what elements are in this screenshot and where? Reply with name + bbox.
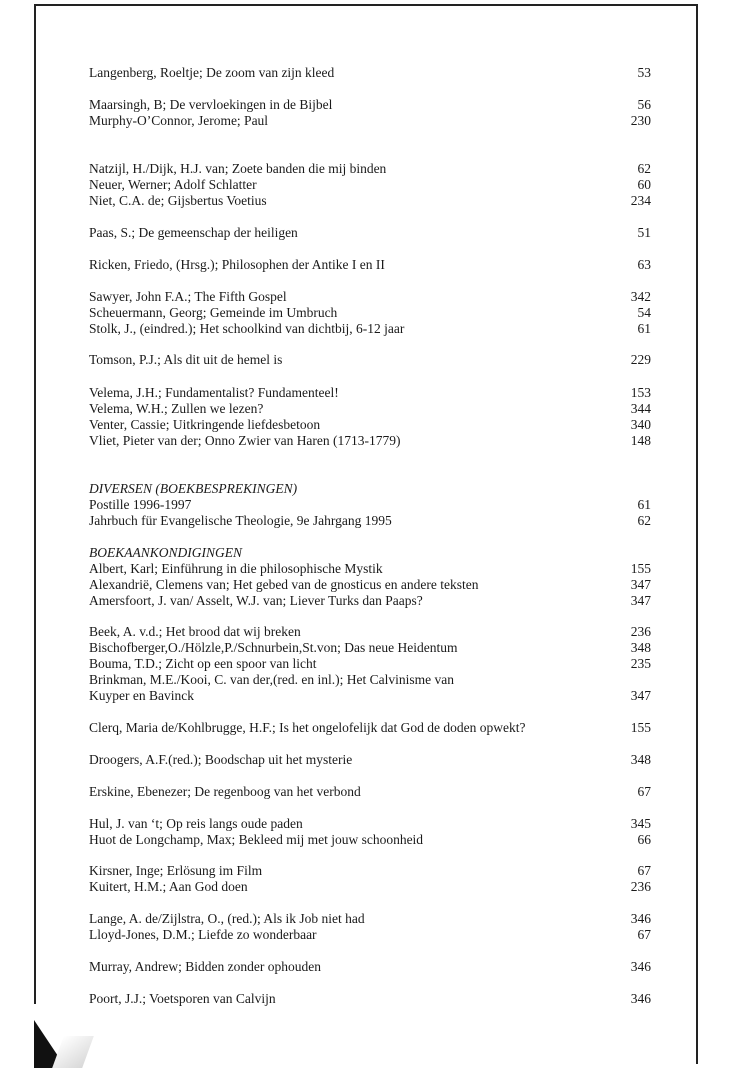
entry-title: Poort, J.J.; Voetsporen van Calvijn [89, 991, 276, 1006]
entry-page: 346 [630, 959, 651, 974]
index-entry [89, 656, 651, 672]
index-entry [89, 911, 651, 927]
index-entry [89, 305, 651, 321]
entry-title: Niet, C.A. de; Gijsbertus Voetius [89, 193, 267, 208]
index-entry [89, 225, 651, 241]
section-heading-text: BOEKAANKONDIGINGEN [89, 545, 242, 560]
entry-title: Velema, J.H.; Fundamentalist? Fundamenteel! [89, 385, 339, 400]
entry-page: 347 [630, 577, 651, 592]
index-entry [89, 863, 651, 879]
index-entry [89, 816, 651, 832]
entry-page: 62 [637, 161, 651, 176]
index-entry [89, 927, 651, 943]
entry-page: 153 [630, 385, 651, 400]
index-entry [89, 561, 651, 577]
entry-title: Murphy-O’Connor, Jerome; Paul [89, 113, 269, 128]
entry-title: Kuyper en Bavinck [89, 688, 194, 703]
entry-page: 234 [630, 193, 651, 208]
entry-page: 347 [630, 688, 651, 703]
index-entry [89, 832, 651, 848]
entry-page: 229 [630, 352, 651, 367]
index-entry [89, 672, 651, 688]
entry-page: 61 [637, 321, 651, 336]
entry-title: Paas, S.; De gemeenschap der heiligen [89, 225, 298, 240]
index-entry [89, 720, 651, 736]
entry-title: Amersfoort, J. van/ Asselt, W.J. van; Liever Turks dan Paaps? [89, 593, 423, 608]
index-entry [89, 688, 651, 704]
page-border-top [34, 4, 698, 6]
entry-page: 148 [630, 433, 651, 448]
entry-title: Alexandrië, Clemens van; Het gebed van de gnosticus en andere teksten [89, 577, 479, 592]
entry-title: Velema, W.H.; Zullen we lezen? [89, 401, 264, 416]
entry-title: Scheuermann, Georg; Gemeinde im Umbruch [89, 305, 338, 320]
index-entry [89, 321, 651, 337]
entry-title: Bischofberger,O./Hölzle,P./Schnurbein,St.von; Das neue Heidentum [89, 640, 458, 655]
entry-page: 236 [630, 624, 651, 639]
section-heading [89, 545, 651, 561]
entry-page: 54 [637, 305, 651, 320]
entry-title: Huot de Longchamp, Max; Bekleed mij met jouw schoonheid [89, 832, 424, 847]
entry-title: Venter, Cassie; Uitkringende liefdesbetoon [89, 417, 321, 432]
entry-page: 342 [630, 289, 651, 304]
entry-title: Ricken, Friedo, (Hrsg.); Philosophen der Antike I en II [89, 257, 385, 272]
entry-title: Postille 1996-1997 [89, 497, 192, 512]
entry-title: Murray, Andrew; Bidden zonder ophouden [89, 959, 321, 974]
entry-page: 155 [630, 561, 651, 576]
entry-page: 61 [637, 497, 651, 512]
entry-page: 340 [630, 417, 651, 432]
entry-page: 344 [630, 401, 651, 416]
entry-page: 62 [637, 513, 651, 528]
entry-title: Lloyd-Jones, D.M.; Liefde zo wonderbaar [89, 927, 317, 942]
entry-page: 53 [637, 65, 651, 80]
section-heading [89, 481, 651, 497]
entry-title: Hul, J. van ‘t; Op reis langs oude paden [89, 816, 303, 831]
index-entry [89, 352, 651, 368]
entry-title: Stolk, J., (eindred.); Het schoolkind van dichtbij, 6-12 jaar [89, 321, 405, 336]
entry-page: 348 [630, 640, 651, 655]
section-heading-text: DIVERSEN (BOEKBESPREKINGEN) [89, 481, 298, 496]
index-entry [89, 97, 651, 113]
index-entry [89, 65, 651, 81]
index-entry [89, 991, 651, 1007]
page-border-right [696, 4, 698, 1064]
index-entry [89, 257, 651, 273]
index-entry [89, 193, 651, 209]
entry-title: Neuer, Werner; Adolf Schlatter [89, 177, 257, 192]
entry-page: 63 [637, 257, 651, 272]
index-entry [89, 385, 651, 401]
entry-title: Jahrbuch für Evangelische Theologie, 9e Jahrgang 1995 [89, 513, 392, 528]
index-entry [89, 417, 651, 433]
entry-page: 60 [637, 177, 651, 192]
entry-page: 66 [637, 832, 651, 847]
entry-page: 67 [637, 784, 651, 799]
entry-page: 348 [630, 752, 651, 767]
entry-page: 56 [637, 97, 651, 112]
entry-title: Bouma, T.D.; Zicht op een spoor van licht [89, 656, 317, 671]
entry-page: 67 [637, 927, 651, 942]
entry-title: Sawyer, John F.A.; The Fifth Gospel [89, 289, 287, 304]
entry-title: Kirsner, Inge; Erlösung im Film [89, 863, 263, 878]
entry-title: Vliet, Pieter van der; Onno Zwier van Haren (1713-1779) [89, 433, 401, 448]
index-entry [89, 289, 651, 305]
entry-title: Clerq, Maria de/Kohlbrugge, H.F.; Is het ongelofelijk dat God de doden opwekt? [89, 720, 526, 735]
entry-page: 236 [630, 879, 651, 894]
index-entry [89, 752, 651, 768]
page-border-left [34, 4, 36, 1004]
entry-title: Tomson, P.J.; Als dit uit de hemel is [89, 352, 283, 367]
index-entry [89, 161, 651, 177]
index-entry [89, 879, 651, 895]
entry-title: Brinkman, M.E./Kooi, C. van der,(red. en inl.); Het Calvinisme van [89, 672, 455, 687]
index-entry [89, 113, 651, 129]
index-entry [89, 177, 651, 193]
index-entry [89, 784, 651, 800]
entry-page: 347 [630, 593, 651, 608]
index-entry [89, 640, 651, 656]
index-entry [89, 577, 651, 593]
entry-title: Erskine, Ebenezer; De regenboog van het verbond [89, 784, 361, 799]
entry-page: 230 [630, 113, 651, 128]
index-entry [89, 401, 651, 417]
entry-page: 346 [630, 991, 651, 1006]
entry-title: Natzijl, H./Dijk, H.J. van; Zoete banden die mij binden [89, 161, 387, 176]
index-entry [89, 497, 651, 513]
entry-title: Beek, A. v.d.; Het brood dat wij breken [89, 624, 301, 639]
entry-page: 51 [637, 225, 651, 240]
index-entry [89, 593, 651, 609]
entry-page: 155 [630, 720, 651, 735]
entry-page: 346 [630, 911, 651, 926]
entry-title: Kuitert, H.M.; Aan God doen [89, 879, 248, 894]
entry-title: Albert, Karl; Einführung in die philosophische Mystik [89, 561, 383, 576]
entry-title: Lange, A. de/Zijlstra, O., (red.); Als ik Job niet had [89, 911, 365, 926]
index-entry [89, 513, 651, 529]
entry-page: 235 [630, 656, 651, 671]
index-entry [89, 433, 651, 449]
entry-page: 67 [637, 863, 651, 878]
index-entry [89, 959, 651, 975]
entry-page: 345 [630, 816, 651, 831]
entry-title: Droogers, A.F.(red.); Boodschap uit het mysterie [89, 752, 353, 767]
entry-title: Langenberg, Roeltje; De zoom van zijn kleed [89, 65, 335, 80]
index-entry [89, 624, 651, 640]
entry-title: Maarsingh, B; De vervloekingen in de Bijbel [89, 97, 333, 112]
